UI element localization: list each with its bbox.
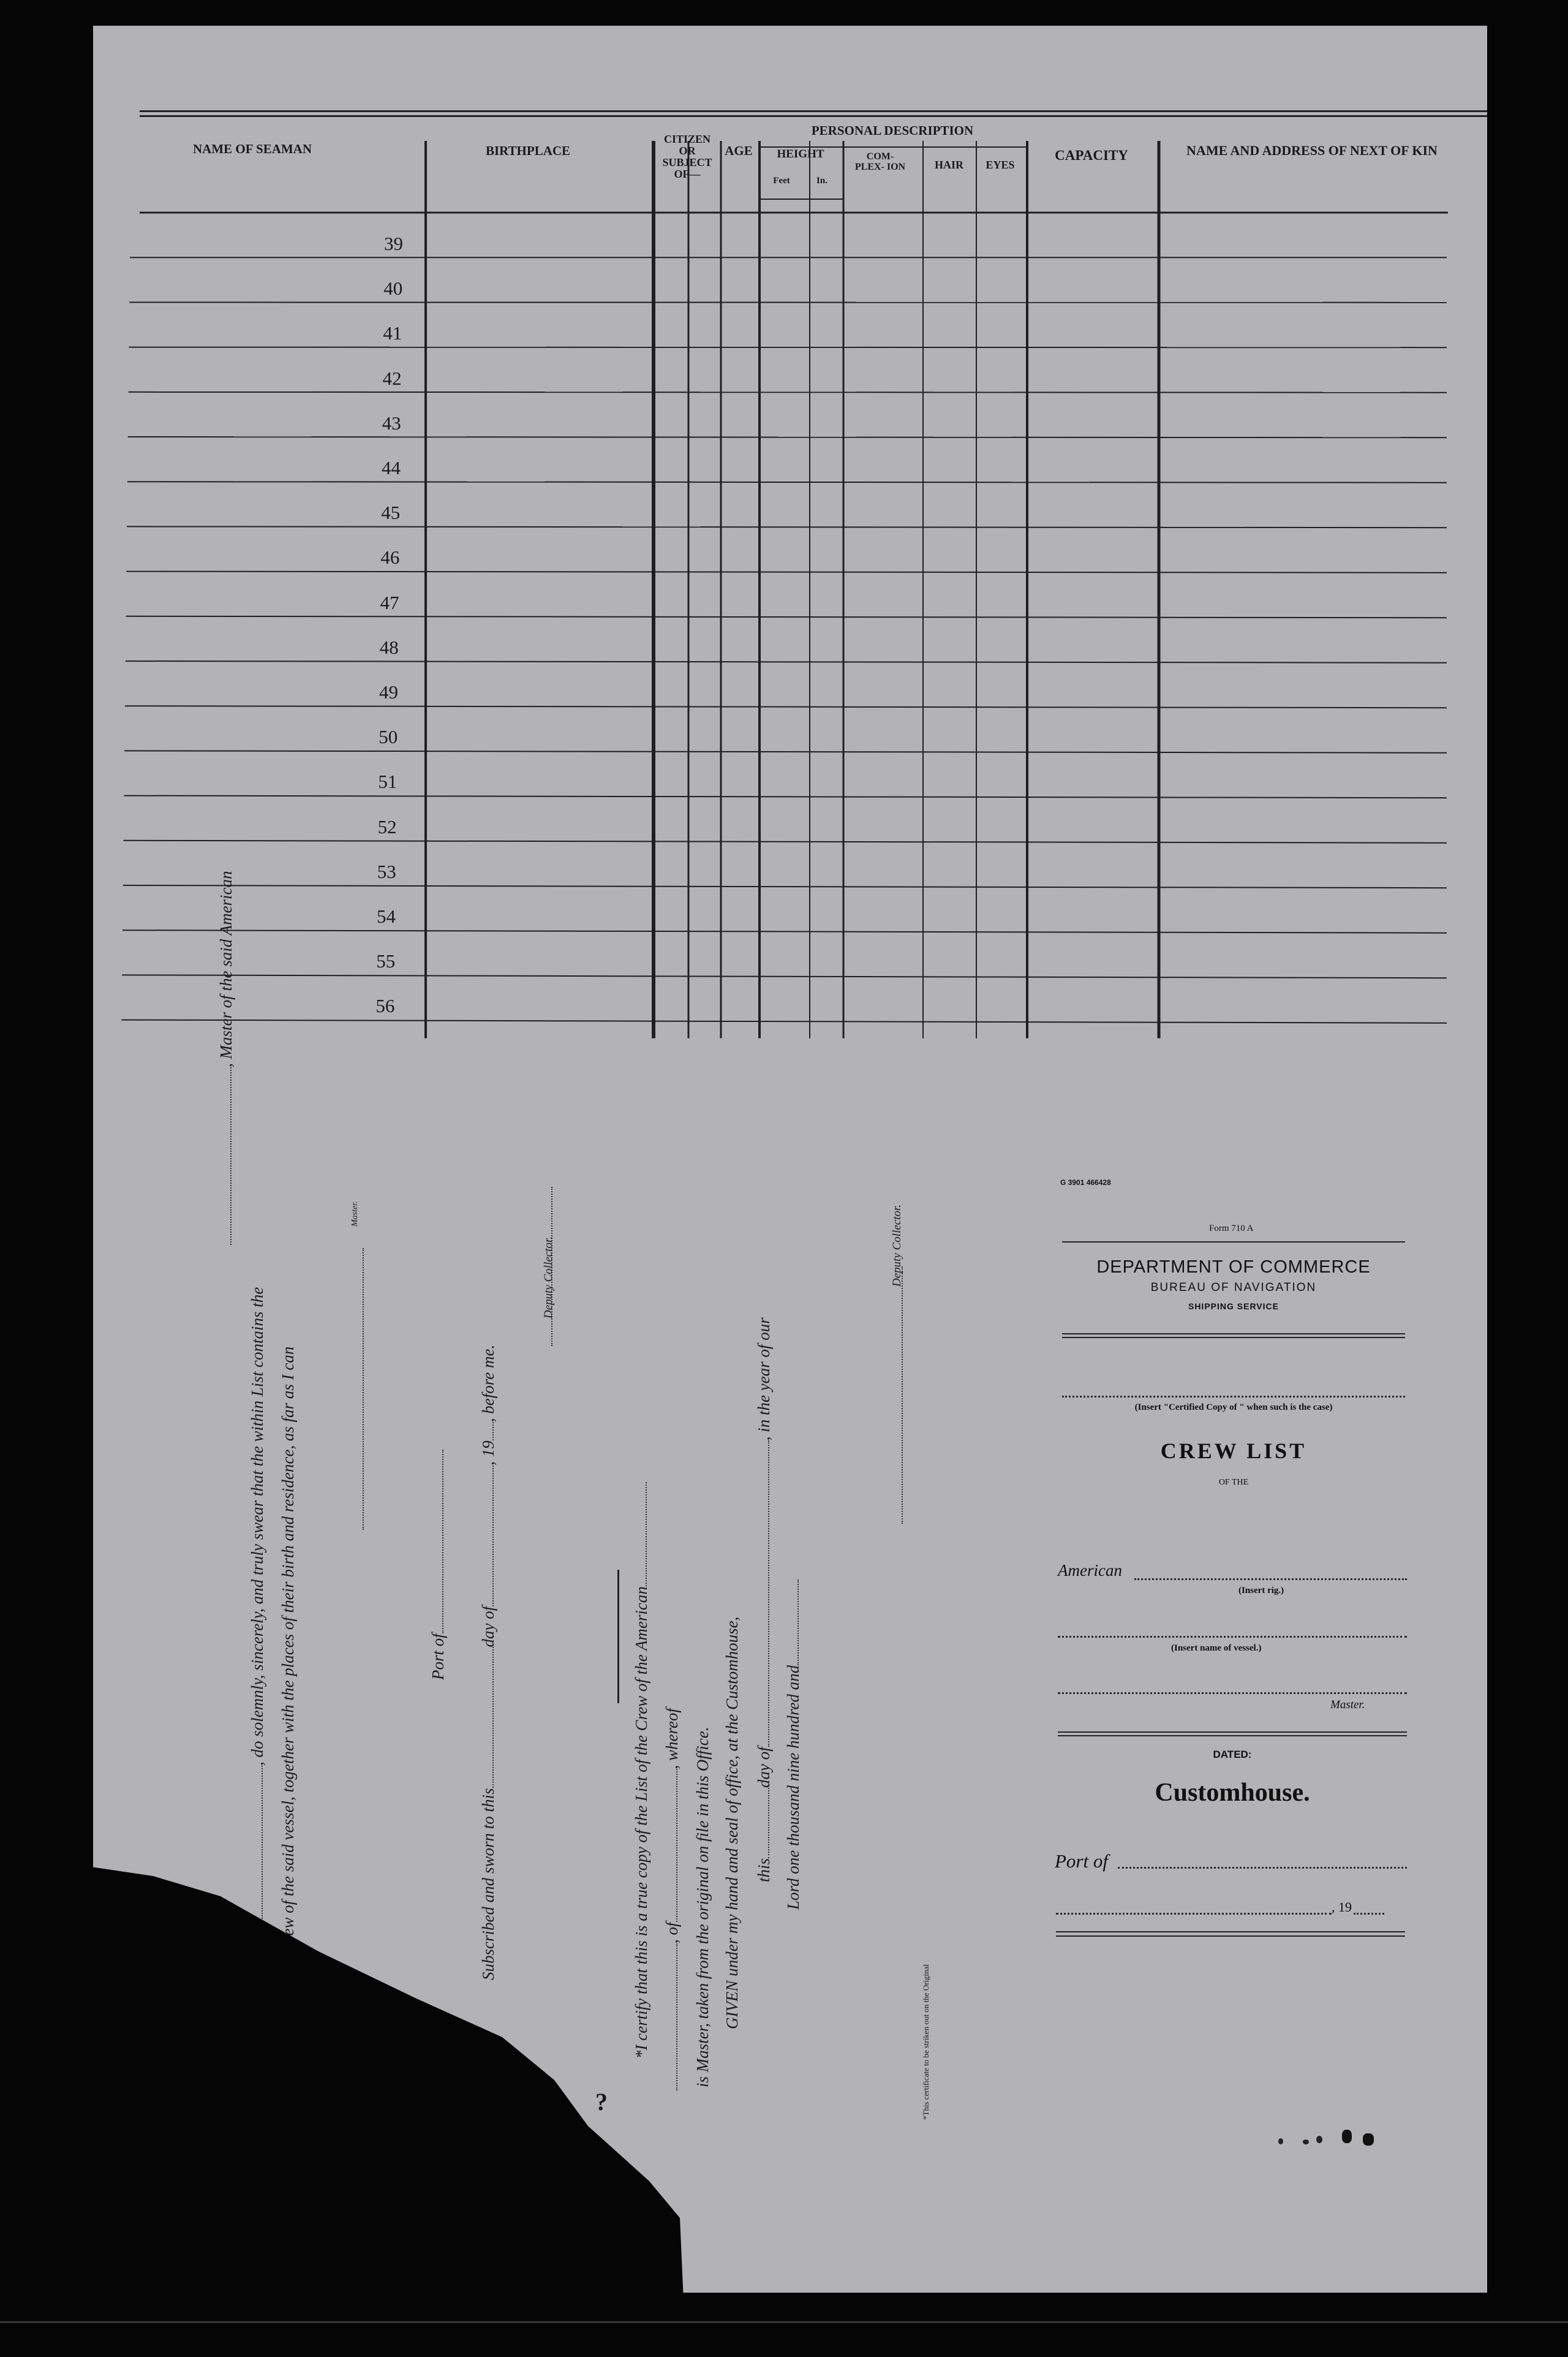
oath-master-label: Master.: [350, 1201, 360, 1227]
row-number: 48: [379, 636, 399, 658]
certificate-line-5: thisday of, in the year of our: [755, 1317, 773, 1882]
row-number: 41: [383, 322, 402, 344]
row-number: 55: [376, 950, 396, 972]
oath-line-1: , Master of the said American: [217, 871, 236, 1245]
header-height: HEIGHT: [777, 148, 824, 161]
row-number: 49: [379, 681, 398, 703]
header-complexion: COM- PLEX- ION: [854, 151, 906, 172]
row-number: 46: [380, 547, 400, 569]
header-personal-description: PERSONAL DESCRIPTION: [811, 123, 974, 138]
customhouse-title: Customhouse.: [1155, 1779, 1310, 1807]
bureau-title: BUREAU OF NAVIGATION: [1150, 1281, 1317, 1294]
oath-port-of: Port of: [429, 1450, 448, 1680]
port-of-label: Port of: [1055, 1850, 1108, 1872]
header-birthplace: BIRTHPLACE: [485, 143, 571, 158]
american-label: American: [1058, 1561, 1122, 1580]
header-inches: In.: [816, 176, 827, 186]
row-number: 54: [377, 906, 396, 927]
insert-vessel-note: (Insert name of vessel.): [1171, 1643, 1262, 1653]
oath-line-2: , do solemnly, sincerely, and truly swear that the within List contains the: [248, 1287, 267, 1943]
row-number: 45: [381, 502, 401, 524]
row-number: 50: [379, 726, 398, 748]
insert-certified-note: (Insert "Certified Copy of " when such is the case): [1134, 1402, 1333, 1412]
header-citizen: CITIZEN OR SUBJECT OF—: [662, 133, 712, 180]
row-number: 56: [375, 995, 395, 1017]
master-label: Master.: [1330, 1698, 1365, 1711]
form-number: Form 710 A: [1209, 1224, 1254, 1233]
header-name-of-seaman: NAME OF SEAMAN: [192, 142, 312, 156]
oath-line-3: Crew of the said vessel, together with the places of their birth and residence, as far as I can: [279, 1346, 297, 1953]
department-title: DEPARTMENT OF COMMERCE: [1096, 1257, 1371, 1277]
dated-label: DATED:: [1213, 1749, 1252, 1760]
row-number: 53: [377, 860, 396, 882]
certificate-line-3: is Master, taken from the original on file in this Office.: [693, 1727, 712, 2087]
row-number: 52: [377, 815, 397, 838]
header-feet: Feet: [773, 176, 790, 186]
header-next-of-kin: NAME AND ADDRESS OF NEXT OF KIN: [1186, 143, 1438, 158]
header-eyes: EYES: [986, 159, 1015, 171]
certificate-deputy-collector: Deputy Collector.: [891, 1204, 903, 1287]
row-number: 44: [382, 457, 401, 479]
print-code: G 3901 466428: [1060, 1178, 1111, 1187]
row-number: 39: [384, 233, 403, 254]
stray-mark: ?: [595, 2088, 608, 2116]
oath-subscribed: Subscribed and sworn to thisday of, 19, before me.: [479, 1344, 497, 1980]
of-the-label: OF THE: [1218, 1478, 1249, 1487]
service-title: SHIPPING SERVICE: [1188, 1301, 1279, 1311]
certificate-footnote: *This certificate to be striken out on the Original: [921, 1964, 930, 2120]
certificate-line-2: , of, whereof: [663, 1708, 682, 2090]
certificate-line-6: Lord one thousand nine hundred and: [784, 1580, 803, 1910]
row-number: 42: [382, 367, 402, 389]
header-age: AGE: [725, 143, 753, 158]
header-hair: HAIR: [934, 159, 963, 171]
year-label: , 19: [1332, 1899, 1352, 1915]
oath-deputy-collector: Deputy Collector.: [542, 1236, 555, 1318]
row-number: 43: [382, 412, 401, 434]
header-capacity: CAPACITY: [1055, 148, 1128, 163]
certificate-line-4: GIVEN under my hand and seal of office, at the Customhouse,: [723, 1616, 741, 2029]
row-number: 51: [378, 771, 398, 793]
row-number: 47: [380, 591, 399, 613]
row-number: 40: [383, 278, 403, 300]
insert-rig-note: (Insert rig.): [1238, 1586, 1284, 1595]
certificate-line-1: *I certify that this is a true copy of the List of the Crew of the American: [632, 1482, 651, 2059]
crew-list-title: CREW LIST: [1160, 1439, 1307, 1463]
